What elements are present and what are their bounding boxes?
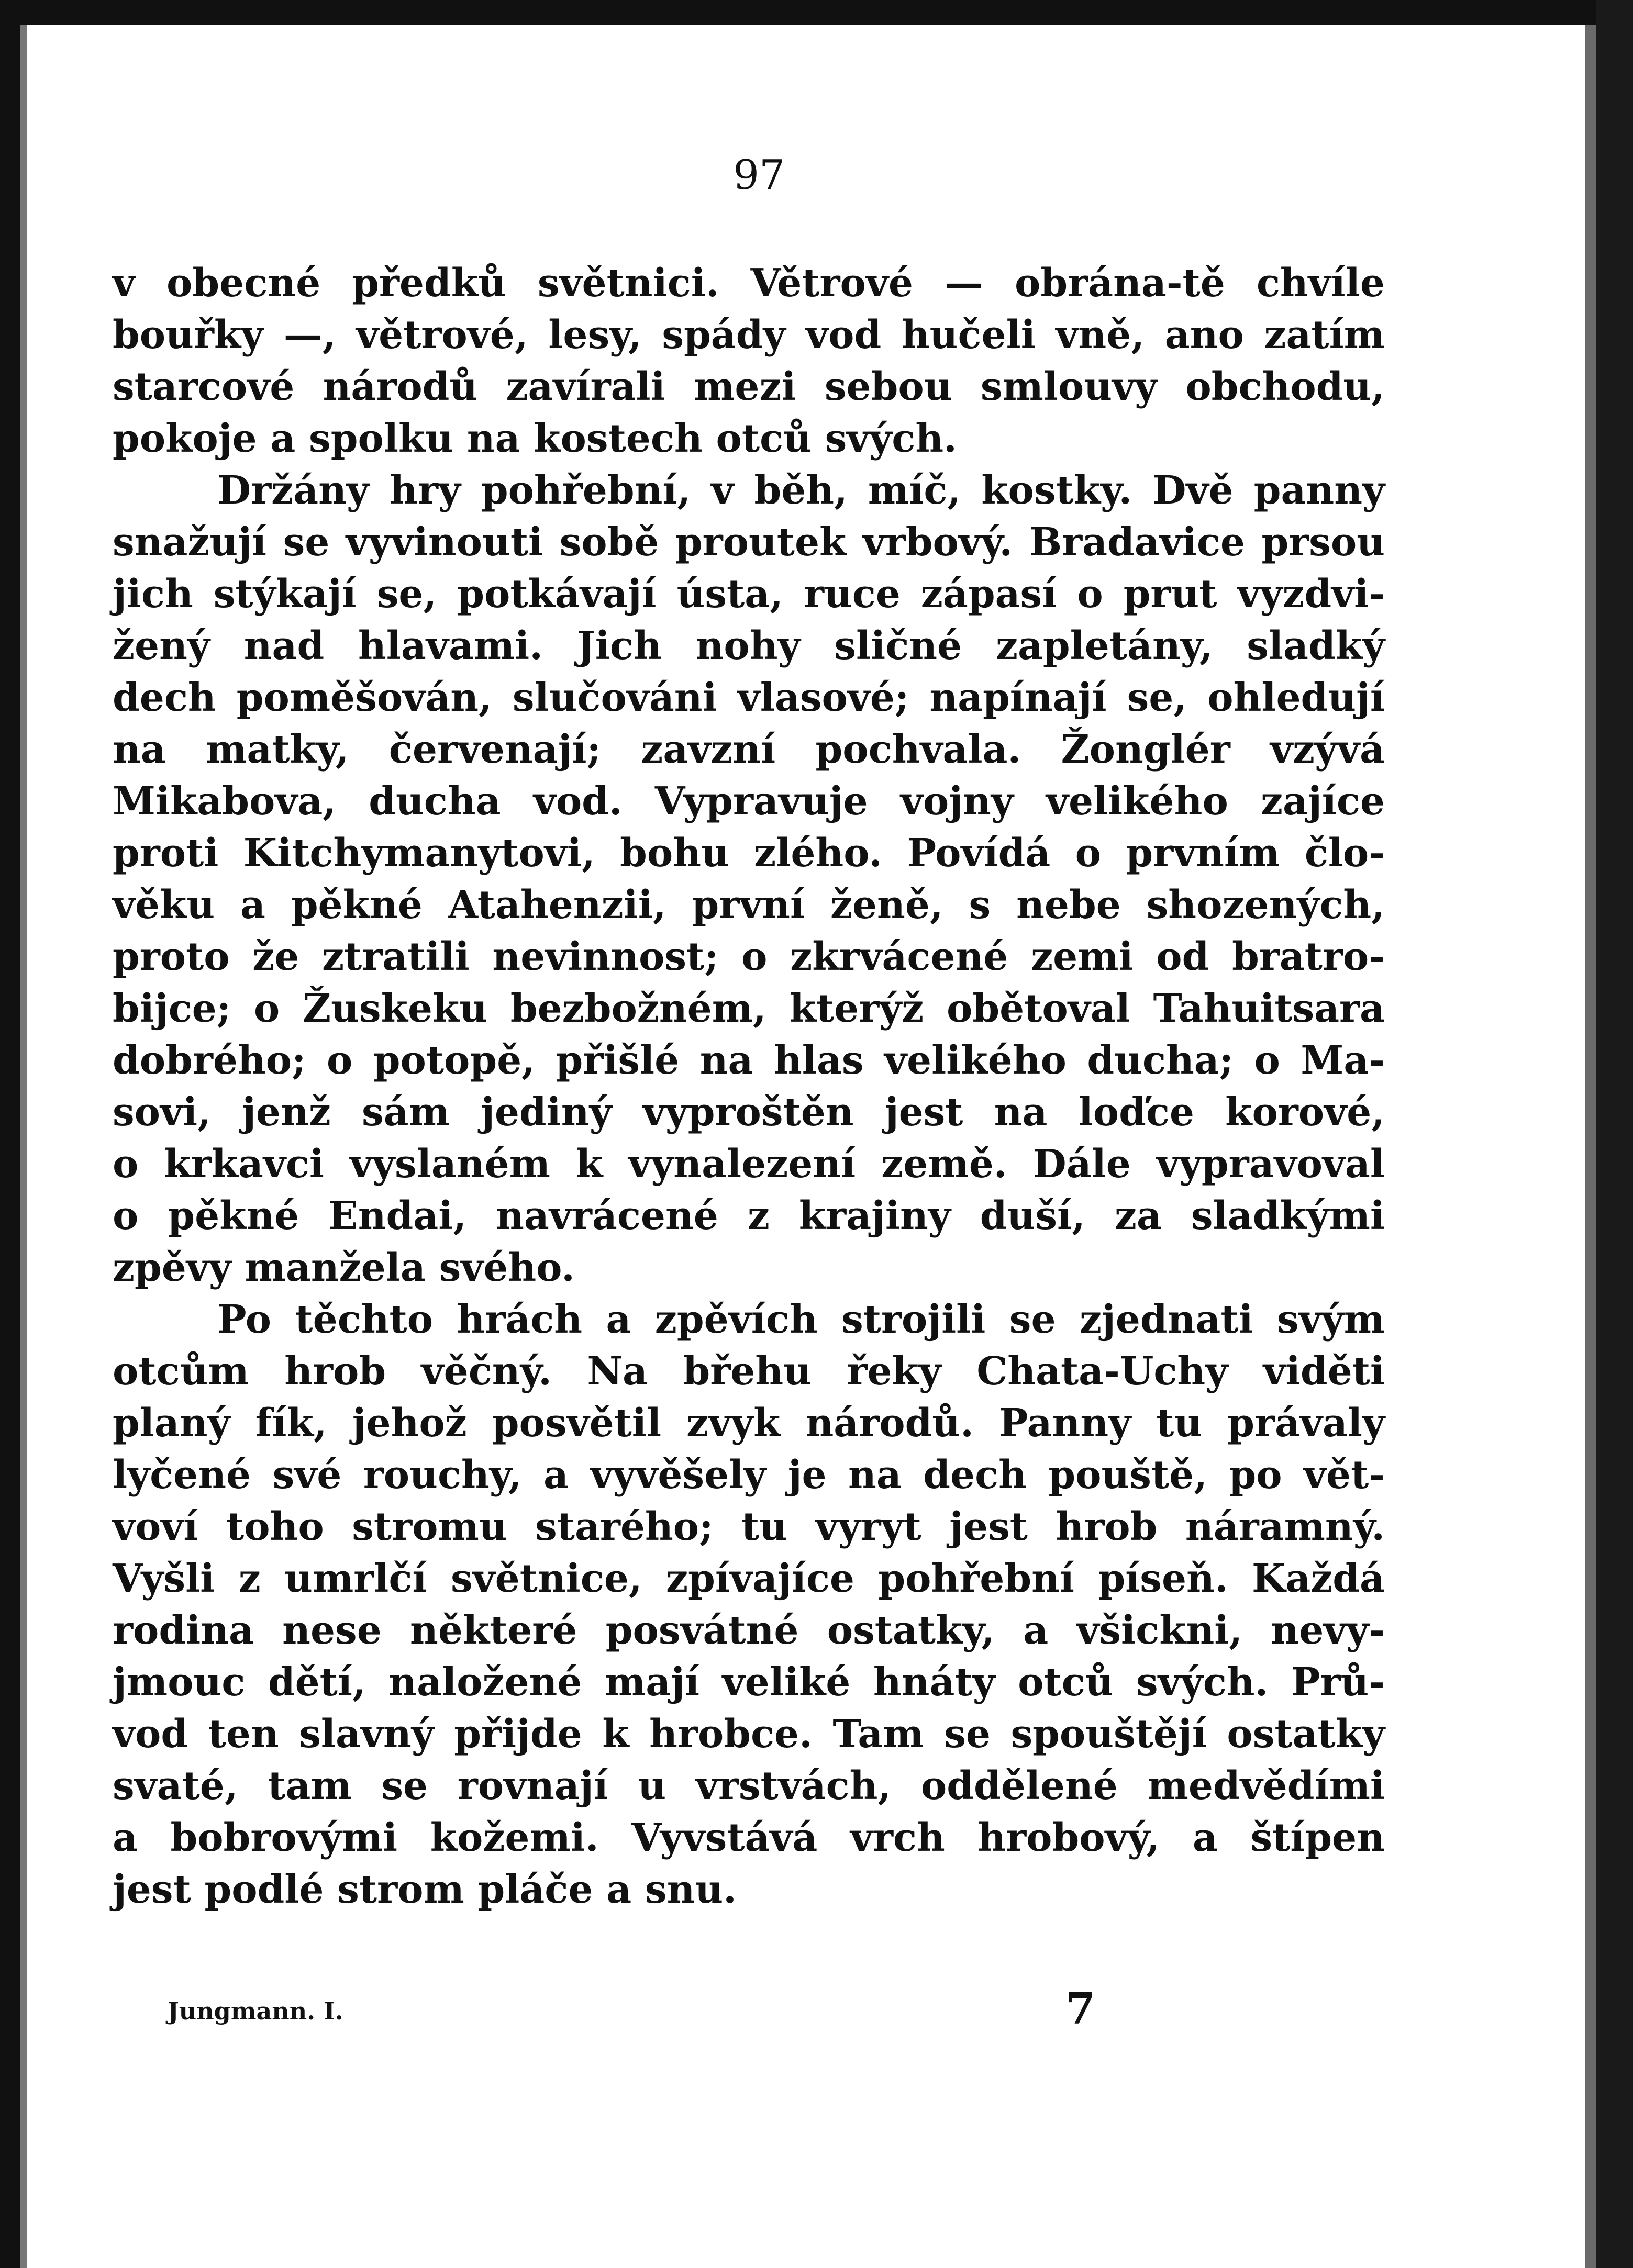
- text-line: snažují se vyvinouti sobě proutek vrbový. Bradavice prsou: [113, 520, 1385, 565]
- text-line: žený nad hlavami. Jich nohy sličné zapletány, sladký: [113, 623, 1385, 668]
- scan-border-top: [0, 0, 1633, 25]
- text-line: rodina nese některé posvátné ostatky, a všickni, nevy-: [113, 1608, 1385, 1653]
- scan-border-right: [1596, 0, 1633, 2268]
- text-line: Vyšli z umrlčí světnice, zpívajíce pohřební píseň. Každá: [113, 1556, 1385, 1601]
- text-line: sovi, jenž sám jediný vyproštěn jest na loďce korové,: [113, 1090, 1385, 1135]
- page-number: 97: [733, 152, 785, 199]
- text-line: dobrého; o potopě, přišlé na hlas velikého ducha; o Ma-: [113, 1038, 1385, 1083]
- text-line: jest podlé strom pláče a snu.: [113, 1867, 737, 1912]
- text-line: o krkavci vyslaném k vynalezení země. Dále vypravoval: [113, 1142, 1385, 1187]
- text-line: jich stýkají se, potkávají ústa, ruce zápasí o prut vyzdvi-: [113, 572, 1385, 617]
- text-line: o pěkné Endai, navrácené z krajiny duší, za sladkými: [113, 1193, 1385, 1238]
- text-line: starcové národů zavírali mezi sebou smlouvy obchodu,: [113, 364, 1385, 409]
- scan-border-left-shadow: [20, 25, 27, 2268]
- scan-border-left: [0, 0, 20, 2268]
- scan-border-right-shadow: [1585, 25, 1596, 2268]
- text-line: Mikabova, ducha vod. Vypravuje vojny velikého zajíce: [113, 779, 1385, 824]
- text-line: proto že ztratili nevinnost; o zkrvácené zemi od bratro-: [113, 934, 1385, 979]
- text-line: na matky, červenají; zavzní pochvala. Žonglér vzývá: [113, 727, 1385, 772]
- text-line: bouřky —, větrové, lesy, spády vod hučeli vně, ano zatím: [113, 312, 1385, 357]
- sheet-number: 7: [1065, 1984, 1096, 2034]
- text-line: lyčené své rouchy, a vyvěšely je na dech pouště, po vět-: [113, 1453, 1385, 1498]
- signature-mark: Jungmann. I.: [168, 1997, 343, 2025]
- text-line: zpěvy manžela svého.: [113, 1245, 575, 1290]
- text-line: bijce; o Žuskeku bezbožném, kterýž obětoval Tahuitsara: [113, 986, 1385, 1031]
- text-line: v obecné předků světnici. Větrové — obrána-tě chvíle: [113, 261, 1385, 306]
- text-line: a bobrovými kožemi. Vyvstává vrch hrobový, a štípen: [113, 1815, 1385, 1860]
- text-line: otcům hrob věčný. Na břehu řeky Chata-Uchy viděti: [113, 1349, 1385, 1394]
- text-line: dech poměšován, slučováni vlasové; napínají se, ohledují: [113, 675, 1385, 720]
- text-line: věku a pěkné Atahenzii, první ženě, s nebe shozených,: [113, 882, 1385, 928]
- body-text: [113, 258, 1385, 1916]
- text-line: planý fík, jehož posvětil zvyk národů. Panny tu právaly: [113, 1401, 1385, 1446]
- text-line: voví toho stromu starého; tu vyryt jest hrob náramný.: [113, 1504, 1385, 1549]
- text-line: proti Kitchymanytovi, bohu zlého. Povídá o prvním člo-: [113, 831, 1385, 876]
- text-line: Držány hry pohřební, v běh, míč, kostky. Dvě panny: [217, 468, 1385, 513]
- text-line: vod ten slavný přijde k hrobce. Tam se spouštějí ostatky: [113, 1712, 1385, 1757]
- text-line: pokoje a spolku na kostech otců svých.: [113, 416, 957, 461]
- text-line: Po těchto hrách a zpěvích strojili se zjednati svým: [217, 1297, 1385, 1342]
- text-line: jmouc dětí, naložené mají veliké hnáty otců svých. Prů-: [113, 1660, 1385, 1705]
- text-line: svaté, tam se rovnají u vrstvách, oddělené medvědími: [113, 1763, 1385, 1808]
